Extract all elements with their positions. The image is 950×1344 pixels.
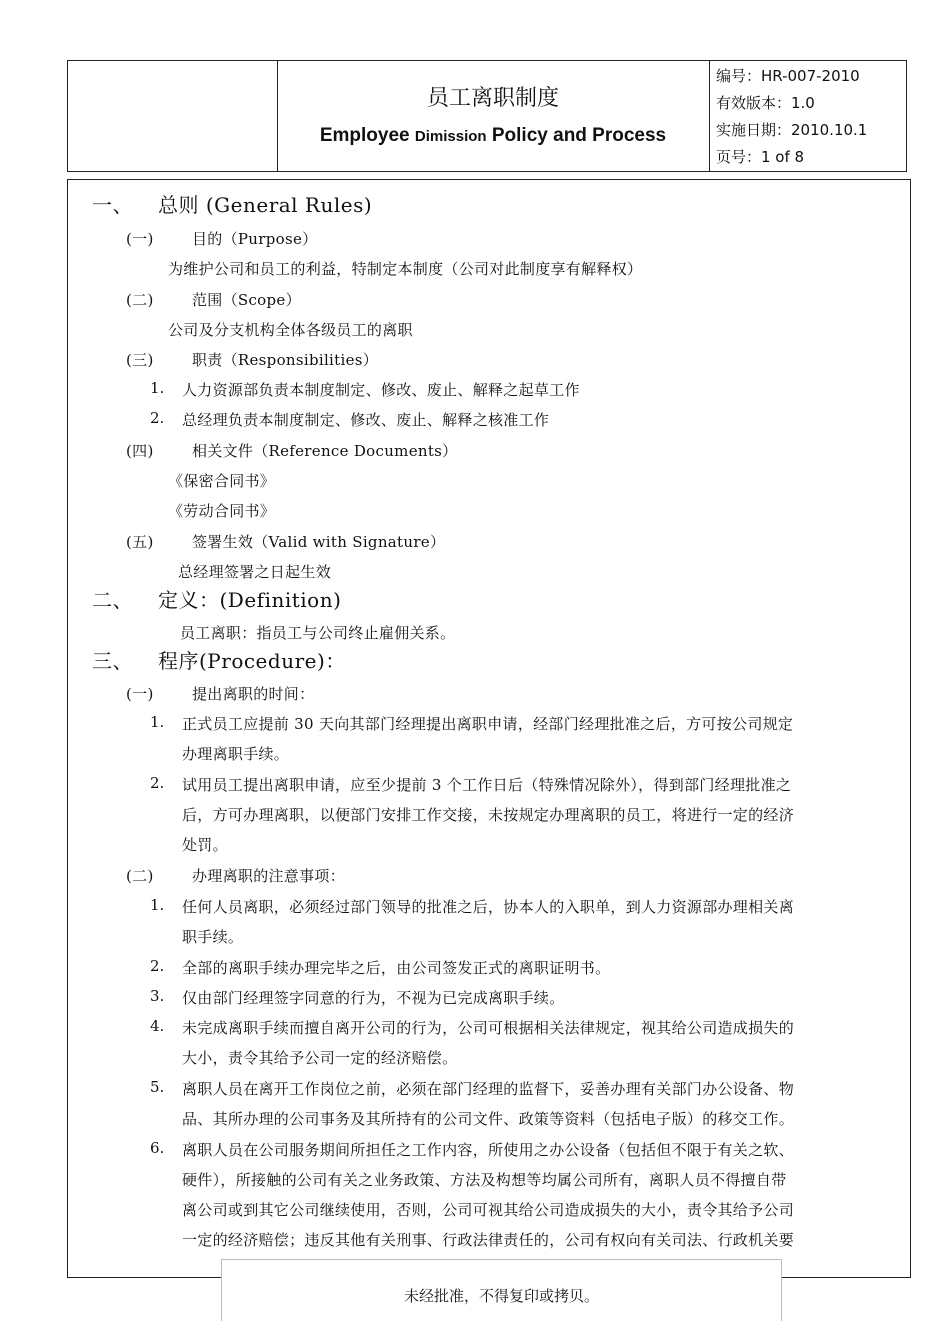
document-header <box>67 60 907 172</box>
subsection-title: 职责（Responsibilities） <box>192 351 379 369</box>
section-number: 二、 <box>92 588 133 612</box>
list-item: 一定的经济赔偿；违反其他有关刑事、行政法律责任的，公司有权向有关司法、行政机关要 <box>182 1231 795 1249</box>
list-item: 离公司或到其它公司继续使用，否则，公司可视其给公司造成损失的大小，责令其给予公司 <box>182 1201 795 1219</box>
list-number: 5. <box>150 1078 165 1096</box>
page-number: 页号：1 of 8 <box>716 148 805 166</box>
list-item: 未完成离职手续而擅自离开公司的行为，公司可根据相关法律规定，视其给公司造成损失的 <box>182 1019 795 1037</box>
subsection-title: 签署生效（Valid with Signature） <box>192 533 446 551</box>
reference-document: 《保密合同书》 <box>168 472 276 490</box>
list-item: 大小，责令其给予公司一定的经济赔偿。 <box>182 1049 458 1067</box>
list-item: 全部的离职手续办理完毕之后，由公司签发正式的离职证明书。 <box>182 959 611 977</box>
section-number: 一、 <box>92 193 133 217</box>
title-cell <box>277 61 710 171</box>
list-number: 1. <box>150 379 165 397</box>
document-subtitle: Employee Dimission Policy and Process <box>319 125 667 146</box>
list-item: 离职人员在离开工作岗位之前，必须在部门经理的监督下，妥善办理有关部门办公设备、物 <box>182 1080 795 1098</box>
subsection-number: (二) <box>126 291 154 309</box>
section-title: 程序(Procedure)： <box>158 649 346 673</box>
paragraph: 员工离职：指员工与公司终止雇佣关系。 <box>180 624 456 642</box>
list-item: 离职人员在公司服务期间所担任之工作内容，所使用之办公设备（包括但不限于有关之软、 <box>182 1141 795 1159</box>
meta-cell <box>709 61 906 171</box>
list-item: 正式员工应提前 30 天向其部门经理提出离职申请，经部门经理批准之后，方可按公司规定 <box>182 715 794 733</box>
section-title: 总则 (General Rules) <box>158 193 373 217</box>
list-item: 后，方可办理离职，以便部门安排工作交接，未按规定办理离职的员工，将进行一定的经济 <box>182 806 795 824</box>
list-item: 人力资源部负责本制度制定、修改、废止、解释之起草工作 <box>182 381 580 399</box>
effective-date: 实施日期：2010.10.1 <box>716 121 868 139</box>
list-item: 处罚。 <box>182 836 228 854</box>
subsection-title: 范围（Scope） <box>192 291 301 309</box>
list-number: 2. <box>150 774 165 792</box>
subsection-title: 提出离职的时间： <box>192 685 315 703</box>
list-number: 3. <box>150 987 165 1005</box>
list-number: 2. <box>150 409 165 427</box>
copy-notice: 未经批准，不得复印或拷贝。 <box>403 1287 599 1305</box>
subsection-number: (一) <box>126 230 154 248</box>
list-item: 试用员工提出离职申请，应至少提前 3 个工作日后（特殊情况除外），得到部门经理批准之 <box>182 776 792 794</box>
subsection-number: (五) <box>126 533 154 551</box>
section-number: 三、 <box>92 649 133 673</box>
list-item: 品、其所办理的公司事务及其所持有的公司文件、政策等资料（包括电子版）的移交工作。 <box>182 1110 795 1128</box>
list-item: 硬件），所接触的公司有关之业务政策、方法及构想等均属公司所有，离职人员不得擅自带 <box>182 1171 787 1189</box>
list-number: 4. <box>150 1017 165 1035</box>
subsection-title: 办理离职的注意事项： <box>192 867 346 885</box>
doc-version: 有效版本：1.0 <box>716 94 815 112</box>
paragraph: 公司及分支机构全体各级员工的离职 <box>168 321 413 339</box>
list-item: 职手续。 <box>182 928 244 946</box>
list-number: 1. <box>150 896 165 914</box>
paragraph: 为维护公司和员工的利益，特制定本制度（公司对此制度享有解释权） <box>168 260 643 278</box>
subsection-title: 目的（Purpose） <box>192 230 318 248</box>
list-number: 1. <box>150 713 165 731</box>
subsection-number: (二) <box>126 867 154 885</box>
list-item: 仅由部门经理签字同意的行为，不视为已完成离职手续。 <box>182 989 565 1007</box>
list-item: 总经理负责本制度制定、修改、废止、解释之核准工作 <box>182 411 550 429</box>
list-number: 2. <box>150 957 165 975</box>
subsection-number: (四) <box>126 442 154 460</box>
list-item: 办理离职手续。 <box>182 745 290 763</box>
subsection-number: (一) <box>126 685 154 703</box>
subsection-title: 相关文件（Reference Documents） <box>192 442 458 460</box>
list-item: 任何人员离职，必须经过部门领导的批准之后，协本人的入职单，到人力资源部办理相关离 <box>182 898 795 916</box>
reference-document: 《劳动合同书》 <box>168 502 276 520</box>
list-number: 6. <box>150 1139 165 1157</box>
document-title: 员工离职制度 <box>426 86 559 111</box>
page-footer <box>221 1259 782 1321</box>
doc-number: 编号：HR-007-2010 <box>716 67 860 85</box>
section-title: 定义：(Definition) <box>158 588 342 612</box>
paragraph: 总经理签署之日起生效 <box>178 563 332 581</box>
subsection-number: (三) <box>126 351 154 369</box>
logo-cell <box>68 61 278 171</box>
